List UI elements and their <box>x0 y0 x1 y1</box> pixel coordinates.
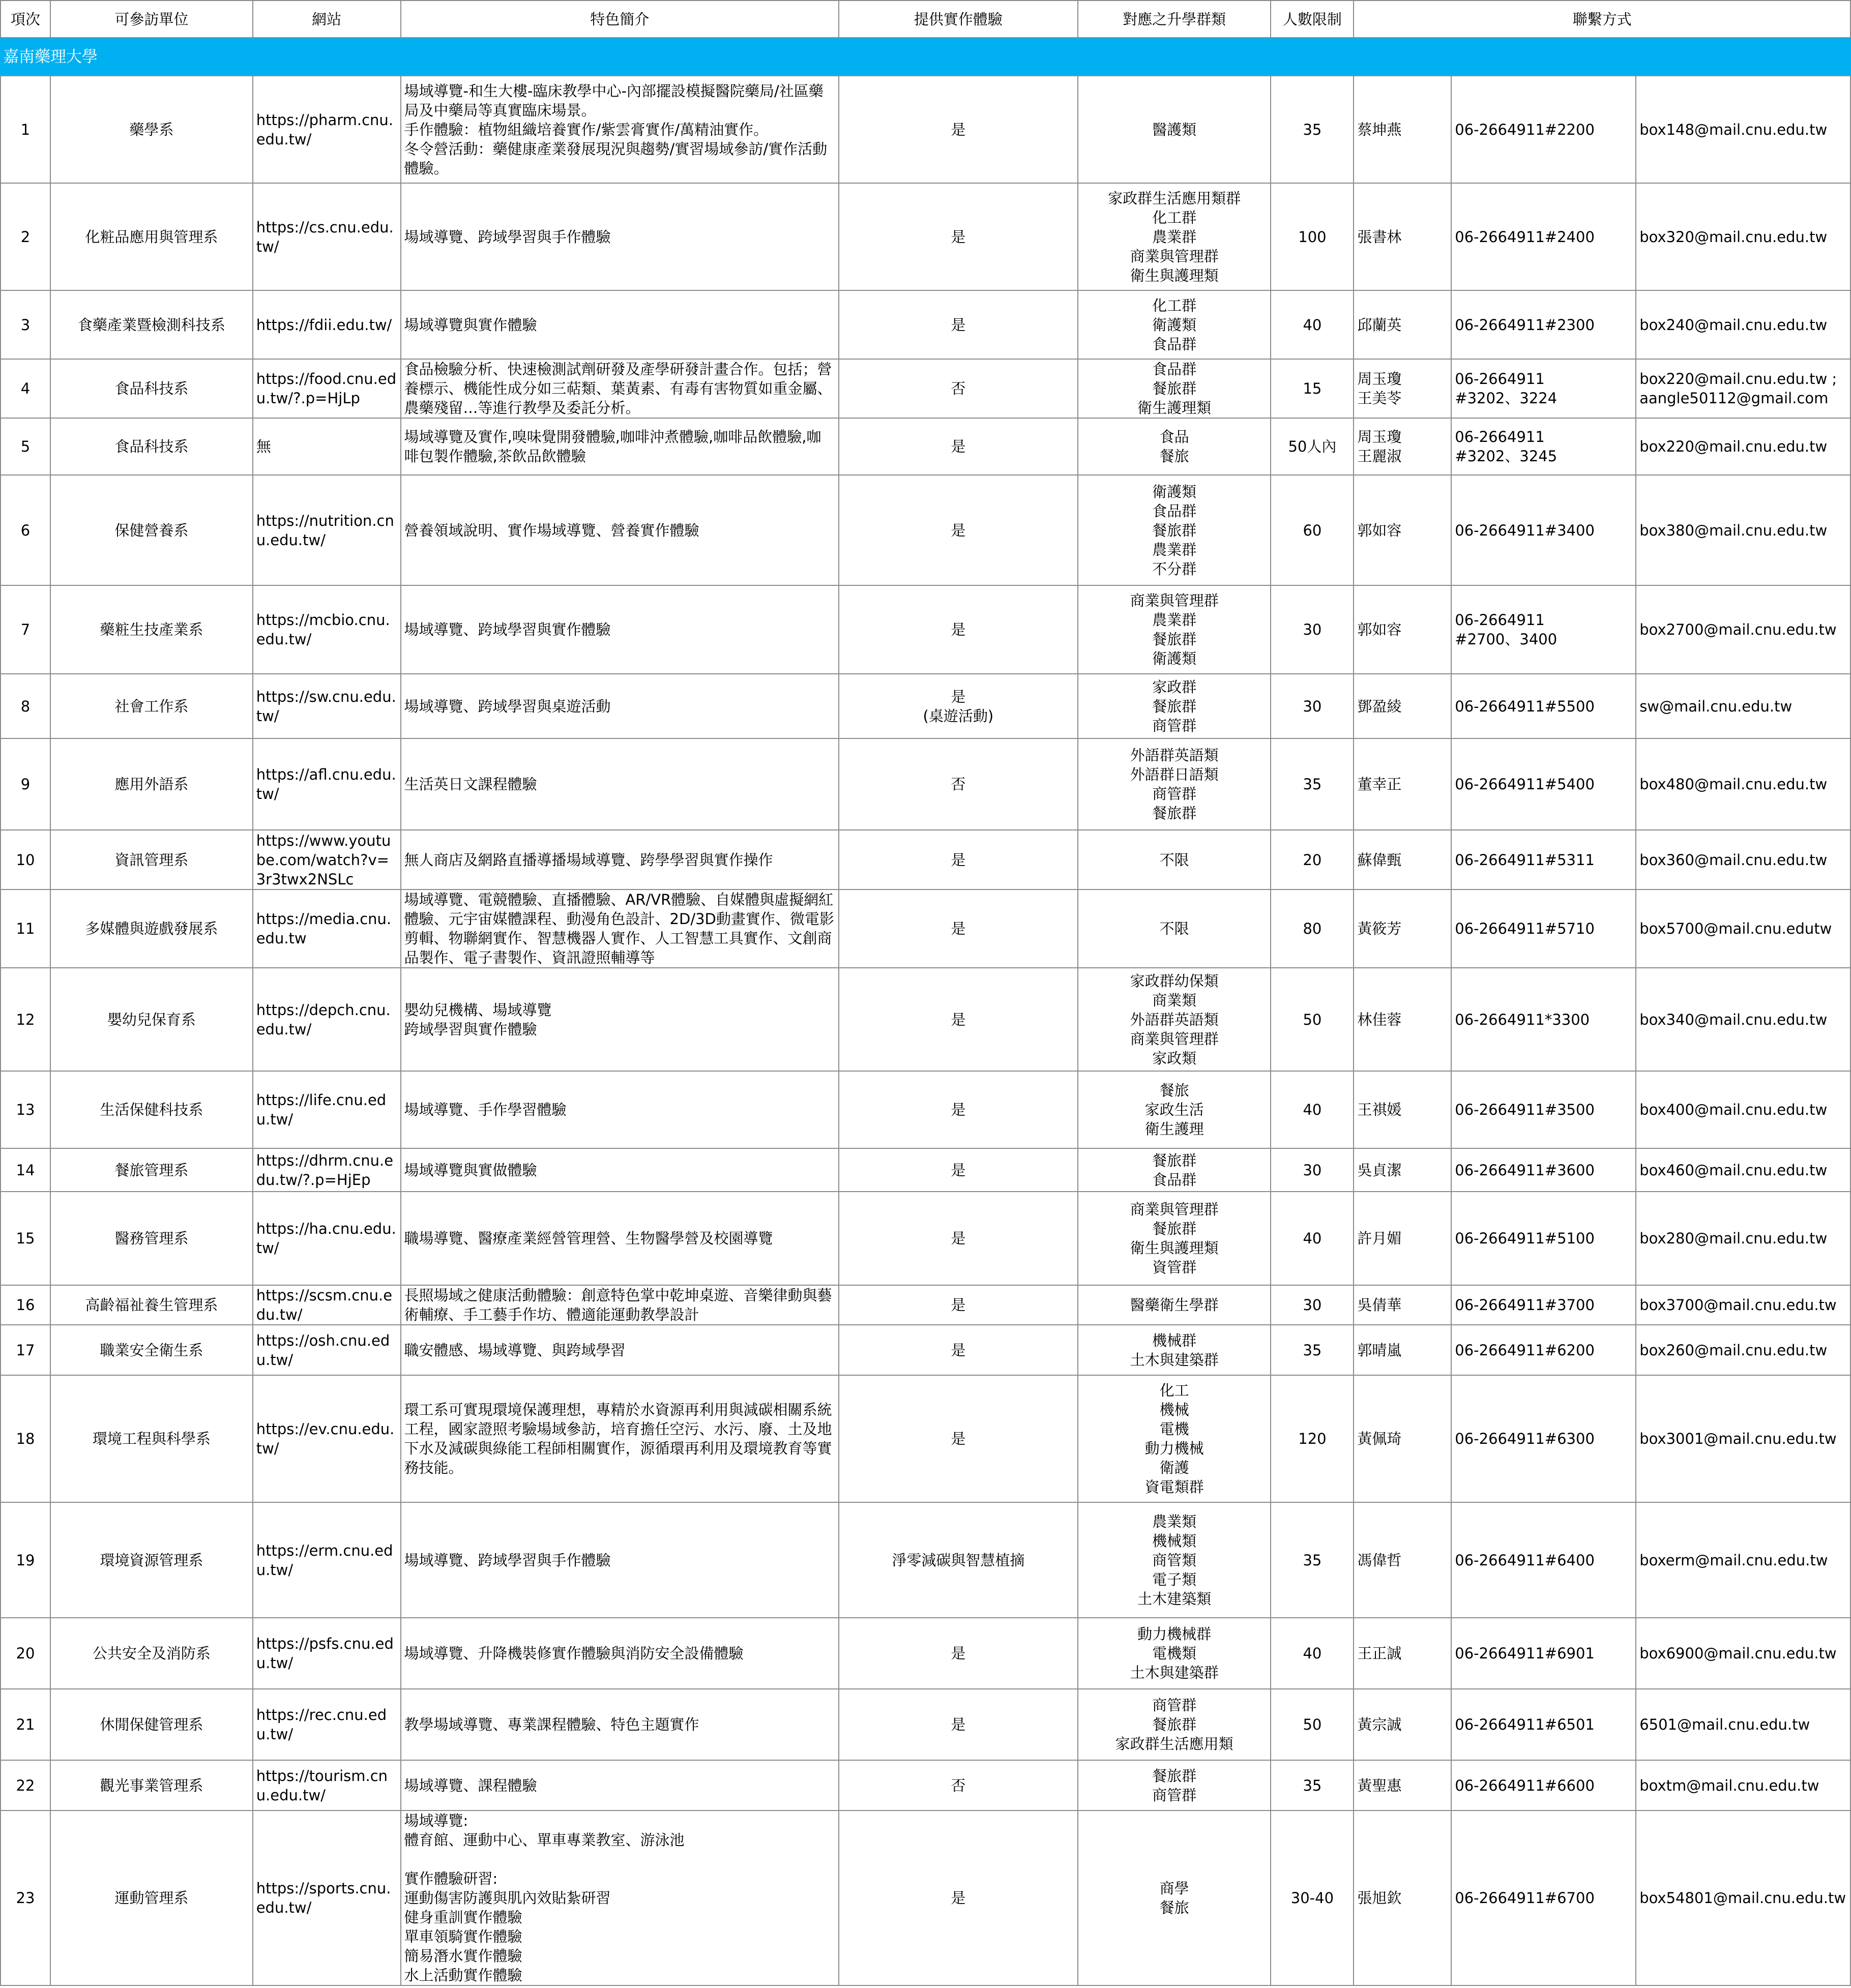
contact-person: 郭如容 <box>1354 585 1451 674</box>
intro-text: 職安體感、場域導覽、與跨域學習 <box>401 1325 839 1375</box>
table-row <box>1 738 1850 830</box>
table-row <box>1 1502 1850 1618</box>
intro-text: 場域導覽-和生大樓-臨床教學中心-內部擺設模擬醫院藥局/社區藥局及中藥局等真實臨床場景。 手作體驗：植物組織培養實作/紫雲膏實作/萬精油實作。 冬令營活動：藥健康產業發展現況與趨勢/實習場域參訪/實作活動體驗。 <box>401 76 839 183</box>
capacity-limit: 30 <box>1271 1285 1354 1325</box>
practice-flag: 是 <box>839 76 1078 183</box>
row-number: 12 <box>1 968 50 1071</box>
website-link[interactable]: https://scsm.cnu.edu.tw/ <box>253 1285 401 1325</box>
unit-name: 休閒保健管理系 <box>50 1689 253 1760</box>
row-number: 6 <box>1 475 50 585</box>
capacity-limit: 20 <box>1271 830 1354 889</box>
group-list: 醫藥衛生學群 <box>1078 1285 1271 1325</box>
group-list: 商業與管理群 餐旅群 衛生與護理類 資管群 <box>1078 1192 1271 1285</box>
practice-flag: 是 <box>839 1285 1078 1325</box>
intro-text: 長照場域之健康活動體驗：創意特色掌中乾坤桌遊、音樂律動與藝術輔療、手工藝手作坊、體適能運動教學設計 <box>401 1285 839 1325</box>
contact-person: 吳貞潔 <box>1354 1148 1451 1192</box>
header-limit: 人數限制 <box>1271 1 1354 38</box>
table-row <box>1 1192 1850 1285</box>
website-link[interactable]: https://sw.cnu.edu.tw/ <box>253 674 401 738</box>
table-row <box>1 1375 1850 1502</box>
contact-email[interactable]: boxtm@mail.cnu.edu.tw <box>1636 1760 1850 1811</box>
group-list: 外語群英語類 外語群日語類 商管群 餐旅群 <box>1078 738 1271 830</box>
contact-email[interactable]: box220@mail.cnu.edu.tw <box>1636 418 1850 475</box>
header-contact: 聯繫方式 <box>1354 1 1850 38</box>
contact-email[interactable]: box2700@mail.cnu.edu.tw <box>1636 585 1850 674</box>
contact-email[interactable]: box3700@mail.cnu.edu.tw <box>1636 1285 1850 1325</box>
contact-person: 黃筱芳 <box>1354 889 1451 968</box>
contact-email[interactable]: box5700@mail.cnu.edutw <box>1636 889 1850 968</box>
intro-text: 職場導覽、醫療產業經營管理營、生物醫學營及校園導覽 <box>401 1192 839 1285</box>
group-list: 食品 餐旅 <box>1078 418 1271 475</box>
contact-phone: 06-2664911#6901 <box>1451 1618 1636 1689</box>
row-number: 10 <box>1 830 50 889</box>
contact-phone: 06-2664911 #3202、3245 <box>1451 418 1636 475</box>
table-row <box>1 475 1850 585</box>
contact-phone: 06-2664911#3600 <box>1451 1148 1636 1192</box>
capacity-limit: 35 <box>1271 1760 1354 1811</box>
capacity-limit: 40 <box>1271 1618 1354 1689</box>
capacity-limit: 60 <box>1271 475 1354 585</box>
contact-email[interactable]: 6501@mail.cnu.edu.tw <box>1636 1689 1850 1760</box>
group-list: 不限 <box>1078 830 1271 889</box>
group-list: 不限 <box>1078 889 1271 968</box>
intro-text: 場域導覽及實作,嗅味覺開發體驗,咖啡沖煮體驗,咖啡品飲體驗,咖啡包製作體驗,茶飲品飲體驗 <box>401 418 839 475</box>
contact-phone: 06-2664911#6300 <box>1451 1375 1636 1502</box>
website-link[interactable]: https://sports.cnu.edu.tw/ <box>253 1811 401 1985</box>
contact-person: 郭晴嵐 <box>1354 1325 1451 1375</box>
table-row <box>1 1285 1850 1325</box>
practice-flag: 是 <box>839 1689 1078 1760</box>
contact-person: 黃聖惠 <box>1354 1760 1451 1811</box>
unit-name: 食藥產業暨檢測科技系 <box>50 290 253 359</box>
capacity-limit: 40 <box>1271 1192 1354 1285</box>
contact-phone: 06-2664911#6700 <box>1451 1811 1636 1985</box>
intro-text: 場域導覽、跨域學習與手作體驗 <box>401 1502 839 1618</box>
intro-text: 場域導覽與實作體驗 <box>401 290 839 359</box>
contact-phone: 06-2664911 #2700、3400 <box>1451 585 1636 674</box>
contact-email[interactable]: box148@mail.cnu.edu.tw <box>1636 76 1850 183</box>
contact-person: 蘇偉甄 <box>1354 830 1451 889</box>
contact-phone: 06-2664911#6600 <box>1451 1760 1636 1811</box>
website-link[interactable]: https://afl.cnu.edu.tw/ <box>253 738 401 830</box>
header-no: 項次 <box>1 1 50 38</box>
group-list: 醫護類 <box>1078 76 1271 183</box>
capacity-limit: 30 <box>1271 585 1354 674</box>
capacity-limit: 80 <box>1271 889 1354 968</box>
contact-person: 蔡坤燕 <box>1354 76 1451 183</box>
group-list: 餐旅群 食品群 <box>1078 1148 1271 1192</box>
group-list: 食品群 餐旅群 衛生護理類 <box>1078 359 1271 418</box>
contact-email[interactable]: box360@mail.cnu.edu.tw <box>1636 830 1850 889</box>
capacity-limit: 30-40 <box>1271 1811 1354 1985</box>
row-number: 21 <box>1 1689 50 1760</box>
practice-flag: 是 <box>839 1811 1078 1985</box>
website-link[interactable]: https://depch.cnu.edu.tw/ <box>253 968 401 1071</box>
group-list: 餐旅群 商管群 <box>1078 1760 1271 1811</box>
contact-email[interactable]: box320@mail.cnu.edu.tw <box>1636 183 1850 290</box>
contact-email[interactable]: box260@mail.cnu.edu.tw <box>1636 1325 1850 1375</box>
contact-phone: 06-2664911#3700 <box>1451 1285 1636 1325</box>
table-row <box>1 290 1850 359</box>
contact-person: 許月媚 <box>1354 1192 1451 1285</box>
website-link[interactable]: https://food.cnu.edu.tw/?.p=HjLp <box>253 359 401 418</box>
practice-flag: 是 <box>839 889 1078 968</box>
contact-email[interactable]: box400@mail.cnu.edu.tw <box>1636 1071 1850 1148</box>
unit-name: 化粧品應用與管理系 <box>50 183 253 290</box>
contact-person: 林佳蓉 <box>1354 968 1451 1071</box>
unit-name: 社會工作系 <box>50 674 253 738</box>
contact-phone: 06-2664911*3300 <box>1451 968 1636 1071</box>
contact-person: 周玉瓊 王美苓 <box>1354 359 1451 418</box>
group-list: 機械群 土木與建築群 <box>1078 1325 1271 1375</box>
header-site: 網站 <box>253 1 401 38</box>
intro-text: 場域導覽、電競體驗、直播體驗、AR/VR體驗、自媒體與虛擬網紅體驗、元宇宙媒體課程、動漫角色設計、2D/3D動畫實作、微電影剪輯、物聯網實作、智慧機器人實作、人工智慧工具實作、文創商品製作、電子書製作、資訊證照輔導等 <box>401 889 839 968</box>
table-row <box>1 889 1850 968</box>
unit-name: 食品科技系 <box>50 418 253 475</box>
capacity-limit: 35 <box>1271 1325 1354 1375</box>
website-link[interactable]: https://psfs.cnu.edu.tw/ <box>253 1618 401 1689</box>
unit-name: 環境資源管理系 <box>50 1502 253 1618</box>
row-number: 11 <box>1 889 50 968</box>
unit-name: 職業安全衛生系 <box>50 1325 253 1375</box>
contact-phone: 06-2664911#6501 <box>1451 1689 1636 1760</box>
capacity-limit: 35 <box>1271 738 1354 830</box>
unit-name: 高齡福祉養生管理系 <box>50 1285 253 1325</box>
contact-phone: 06-2664911#2400 <box>1451 183 1636 290</box>
group-list: 商業與管理群 農業群 餐旅群 衛護類 <box>1078 585 1271 674</box>
unit-name: 運動管理系 <box>50 1811 253 1985</box>
row-number: 19 <box>1 1502 50 1618</box>
unit-name: 藥學系 <box>50 76 253 183</box>
website-link[interactable]: https://mcbio.cnu.edu.tw/ <box>253 585 401 674</box>
row-number: 7 <box>1 585 50 674</box>
website-link[interactable]: https://ev.cnu.edu.tw/ <box>253 1375 401 1502</box>
group-list: 衛護類 食品群 餐旅群 農業群 不分群 <box>1078 475 1271 585</box>
header-unit: 可參訪單位 <box>50 1 253 38</box>
practice-flag: 是 (桌遊活動) <box>839 674 1078 738</box>
table-row <box>1 674 1850 738</box>
contact-person: 邱蘭英 <box>1354 290 1451 359</box>
school-row <box>1 38 1850 76</box>
contact-phone: 06-2664911#2300 <box>1451 290 1636 359</box>
contact-person: 鄧盈綾 <box>1354 674 1451 738</box>
group-list: 家政群 餐旅群 商管群 <box>1078 674 1271 738</box>
row-number: 22 <box>1 1760 50 1811</box>
practice-flag: 是 <box>839 830 1078 889</box>
practice-flag: 是 <box>839 1375 1078 1502</box>
website-link[interactable]: https://erm.cnu.edu.tw/ <box>253 1502 401 1618</box>
unit-name: 觀光事業管理系 <box>50 1760 253 1811</box>
capacity-limit: 15 <box>1271 359 1354 418</box>
table-row <box>1 76 1850 183</box>
school-name: 嘉南藥理大學 <box>1 38 1850 76</box>
contact-email[interactable]: box340@mail.cnu.edu.tw <box>1636 968 1850 1071</box>
table-row <box>1 1325 1850 1375</box>
practice-flag: 否 <box>839 1760 1078 1811</box>
contact-phone: 06-2664911#6400 <box>1451 1502 1636 1618</box>
intro-text: 食品檢驗分析、快速檢測試劑研發及產學研發計畫合作。包括；營養標示、機能性成分如三萜類、葉黃素、有毒有害物質如重金屬、農藥殘留…等進行教學及委託分析。 <box>401 359 839 418</box>
group-list: 商學 餐旅 <box>1078 1811 1271 1985</box>
intro-text: 場域導覽、課程體驗 <box>401 1760 839 1811</box>
practice-flag: 是 <box>839 1071 1078 1148</box>
row-number: 15 <box>1 1192 50 1285</box>
table-row <box>1 1689 1850 1760</box>
contact-email[interactable]: sw@mail.cnu.edu.tw <box>1636 674 1850 738</box>
group-list: 家政群幼保類 商業類 外語群英語類 商業與管理群 家政類 <box>1078 968 1271 1071</box>
unit-name: 多媒體與遊戲發展系 <box>50 889 253 968</box>
table-row <box>1 968 1850 1071</box>
row-number: 17 <box>1 1325 50 1375</box>
capacity-limit: 50人內 <box>1271 418 1354 475</box>
table-row <box>1 418 1850 475</box>
contact-phone: 06-2664911#5311 <box>1451 830 1636 889</box>
contact-person: 吳倩華 <box>1354 1285 1451 1325</box>
website-link[interactable]: https://fdii.edu.tw/ <box>253 290 401 359</box>
intro-text: 營養領域說明、實作場域導覽、營養實作體驗 <box>401 475 839 585</box>
contact-email[interactable]: box480@mail.cnu.edu.tw <box>1636 738 1850 830</box>
website-link[interactable]: https://osh.cnu.edu.tw/ <box>253 1325 401 1375</box>
table-row <box>1 585 1850 674</box>
unit-name: 生活保健科技系 <box>50 1071 253 1148</box>
intro-text: 場域導覽與實做體驗 <box>401 1148 839 1192</box>
unit-name: 環境工程與科學系 <box>50 1375 253 1502</box>
website-link[interactable]: https://rec.cnu.edu.tw/ <box>253 1689 401 1760</box>
practice-flag: 否 <box>839 359 1078 418</box>
contact-email[interactable]: box6900@mail.cnu.edu.tw <box>1636 1618 1850 1689</box>
website-link[interactable]: https://www.youtube.com/watch?v=3r3twx2NSLc <box>253 830 401 889</box>
row-number: 9 <box>1 738 50 830</box>
practice-flag: 是 <box>839 585 1078 674</box>
row-number: 5 <box>1 418 50 475</box>
header-row <box>1 1 1850 38</box>
capacity-limit: 40 <box>1271 290 1354 359</box>
intro-text: 生活英日文課程體驗 <box>401 738 839 830</box>
unit-name: 資訊管理系 <box>50 830 253 889</box>
contact-phone: 06-2664911#5400 <box>1451 738 1636 830</box>
intro-text: 場域導覽、升降機裝修實作體驗與消防安全設備體驗 <box>401 1618 839 1689</box>
intro-text: 場域導覽: 體育館、運動中心、單車專業教室、游泳池 實作體驗研習: 運動傷害防護與肌內效貼紮研習 健身重訓實作體驗 單車領騎實作體驗 簡易潛水實作體驗 水上活動實作體驗 <box>401 1811 839 1985</box>
website-link[interactable]: https://ha.cnu.edu.tw/ <box>253 1192 401 1285</box>
intro-text: 環工系可實現環境保護理想，專精於水資源再利用與減碳相關系統工程，國家證照考驗場域參訪，培育擔任空污、水污、廢、土及地下水及減碳與綠能工程師相關實作，源循環再利用及環境教育等實務技能。 <box>401 1375 839 1502</box>
table-row <box>1 1618 1850 1689</box>
contact-email[interactable]: box54801@mail.cnu.edu.tw <box>1636 1811 1850 1985</box>
contact-phone: 06-2664911#5500 <box>1451 674 1636 738</box>
contact-person: 周玉瓊 王麗淑 <box>1354 418 1451 475</box>
header-intro: 特色簡介 <box>401 1 839 38</box>
table-row <box>1 1760 1850 1811</box>
header-groups: 對應之升學群類 <box>1078 1 1271 38</box>
unit-name: 嬰幼兒保育系 <box>50 968 253 1071</box>
group-list: 餐旅 家政生活 衛生護理 <box>1078 1071 1271 1148</box>
unit-name: 藥粧生技產業系 <box>50 585 253 674</box>
contact-email[interactable]: box3001@mail.cnu.edu.tw <box>1636 1375 1850 1502</box>
unit-name: 餐旅管理系 <box>50 1148 253 1192</box>
row-number: 1 <box>1 76 50 183</box>
website-link[interactable]: 無 <box>253 418 401 475</box>
contact-phone: 06-2664911 #3202、3224 <box>1451 359 1636 418</box>
contact-phone: 06-2664911#3500 <box>1451 1071 1636 1148</box>
contact-person: 郭如容 <box>1354 475 1451 585</box>
capacity-limit: 30 <box>1271 1148 1354 1192</box>
intro-text: 場域導覽、跨域學習與實作體驗 <box>401 585 839 674</box>
contact-phone: 06-2664911#3400 <box>1451 475 1636 585</box>
practice-flag: 是 <box>839 1148 1078 1192</box>
website-link[interactable]: https://cs.cnu.edu.tw/ <box>253 183 401 290</box>
row-number: 13 <box>1 1071 50 1148</box>
contact-email[interactable]: box460@mail.cnu.edu.tw <box>1636 1148 1850 1192</box>
intro-text: 無人商店及網路直播導播場域導覽、跨學學習與實作操作 <box>401 830 839 889</box>
group-list: 化工群 衛護類 食品群 <box>1078 290 1271 359</box>
table-row <box>1 1148 1850 1192</box>
group-list: 農業類 機械類 商管類 電子類 土木建築類 <box>1078 1502 1271 1618</box>
row-number: 20 <box>1 1618 50 1689</box>
contact-person: 黃佩琦 <box>1354 1375 1451 1502</box>
contact-email[interactable]: box220@mail.cnu.edu.tw ; aangle50112@gmail.com <box>1636 359 1850 418</box>
contact-person: 董幸正 <box>1354 738 1451 830</box>
group-list: 動力機械群 電機類 土木與建築群 <box>1078 1618 1271 1689</box>
capacity-limit: 50 <box>1271 968 1354 1071</box>
table-row <box>1 1811 1850 1985</box>
table-row <box>1 830 1850 889</box>
contact-phone: 06-2664911#2200 <box>1451 76 1636 183</box>
row-number: 16 <box>1 1285 50 1325</box>
capacity-limit: 35 <box>1271 76 1354 183</box>
practice-flag: 是 <box>839 968 1078 1071</box>
capacity-limit: 40 <box>1271 1071 1354 1148</box>
header-practice: 提供實作體驗 <box>839 1 1078 38</box>
practice-flag: 是 <box>839 1192 1078 1285</box>
intro-text: 嬰幼兒機構、場域導覽 跨域學習與實作體驗 <box>401 968 839 1071</box>
practice-flag: 是 <box>839 475 1078 585</box>
practice-flag: 是 <box>839 418 1078 475</box>
contact-person: 張旭欽 <box>1354 1811 1451 1985</box>
practice-flag: 是 <box>839 1618 1078 1689</box>
group-list: 家政群生活應用類群 化工群 農業群 商業與管理群 衛生與護理類 <box>1078 183 1271 290</box>
unit-name: 醫務管理系 <box>50 1192 253 1285</box>
contact-phone: 06-2664911#5100 <box>1451 1192 1636 1285</box>
intro-text: 場域導覽、跨域學習與手作體驗 <box>401 183 839 290</box>
practice-flag: 淨零減碳與智慧植摘 <box>839 1502 1078 1618</box>
row-number: 23 <box>1 1811 50 1985</box>
table-row <box>1 1071 1850 1148</box>
intro-text: 教學場域導覽、專業課程體驗、特色主題實作 <box>401 1689 839 1760</box>
practice-flag: 否 <box>839 738 1078 830</box>
contact-person: 黃宗誠 <box>1354 1689 1451 1760</box>
unit-name: 保健營養系 <box>50 475 253 585</box>
capacity-limit: 120 <box>1271 1375 1354 1502</box>
unit-name: 食品科技系 <box>50 359 253 418</box>
website-link[interactable]: https://life.cnu.edu.tw/ <box>253 1071 401 1148</box>
unit-name: 應用外語系 <box>50 738 253 830</box>
group-list: 化工 機械 電機 動力機械 衛護 資電類群 <box>1078 1375 1271 1502</box>
intro-text: 場域導覽、手作學習體驗 <box>401 1071 839 1148</box>
intro-text: 場域導覽、跨域學習與桌遊活動 <box>401 674 839 738</box>
contact-person: 張書林 <box>1354 183 1451 290</box>
contact-email[interactable]: box380@mail.cnu.edu.tw <box>1636 475 1850 585</box>
row-number: 2 <box>1 183 50 290</box>
website-link[interactable]: https://pharm.cnu.edu.tw/ <box>253 76 401 183</box>
group-list: 商管群 餐旅群 家政群生活應用類 <box>1078 1689 1271 1760</box>
row-number: 4 <box>1 359 50 418</box>
practice-flag: 是 <box>839 290 1078 359</box>
website-link[interactable]: https://tourism.cnu.edu.tw/ <box>253 1760 401 1811</box>
contact-phone: 06-2664911#5710 <box>1451 889 1636 968</box>
website-link[interactable]: https://dhrm.cnu.edu.tw/?.p=HjEp <box>253 1148 401 1192</box>
row-number: 18 <box>1 1375 50 1502</box>
row-number: 3 <box>1 290 50 359</box>
row-number: 14 <box>1 1148 50 1192</box>
contact-email[interactable]: boxerm@mail.cnu.edu.tw <box>1636 1502 1850 1618</box>
unit-name: 公共安全及消防系 <box>50 1618 253 1689</box>
contact-email[interactable]: box240@mail.cnu.edu.tw <box>1636 290 1850 359</box>
website-link[interactable]: https://nutrition.cnu.edu.tw/ <box>253 475 401 585</box>
row-number: 8 <box>1 674 50 738</box>
practice-flag: 是 <box>839 1325 1078 1375</box>
capacity-limit: 50 <box>1271 1689 1354 1760</box>
table-row <box>1 183 1850 290</box>
contact-person: 王正誠 <box>1354 1618 1451 1689</box>
capacity-limit: 30 <box>1271 674 1354 738</box>
contact-person: 王祺媛 <box>1354 1071 1451 1148</box>
capacity-limit: 35 <box>1271 1502 1354 1618</box>
practice-flag: 是 <box>839 183 1078 290</box>
capacity-limit: 100 <box>1271 183 1354 290</box>
contact-person: 馮偉哲 <box>1354 1502 1451 1618</box>
table-row <box>1 359 1850 418</box>
website-link[interactable]: https://media.cnu.edu.tw <box>253 889 401 968</box>
contact-email[interactable]: box280@mail.cnu.edu.tw <box>1636 1192 1850 1285</box>
contact-phone: 06-2664911#6200 <box>1451 1325 1636 1375</box>
